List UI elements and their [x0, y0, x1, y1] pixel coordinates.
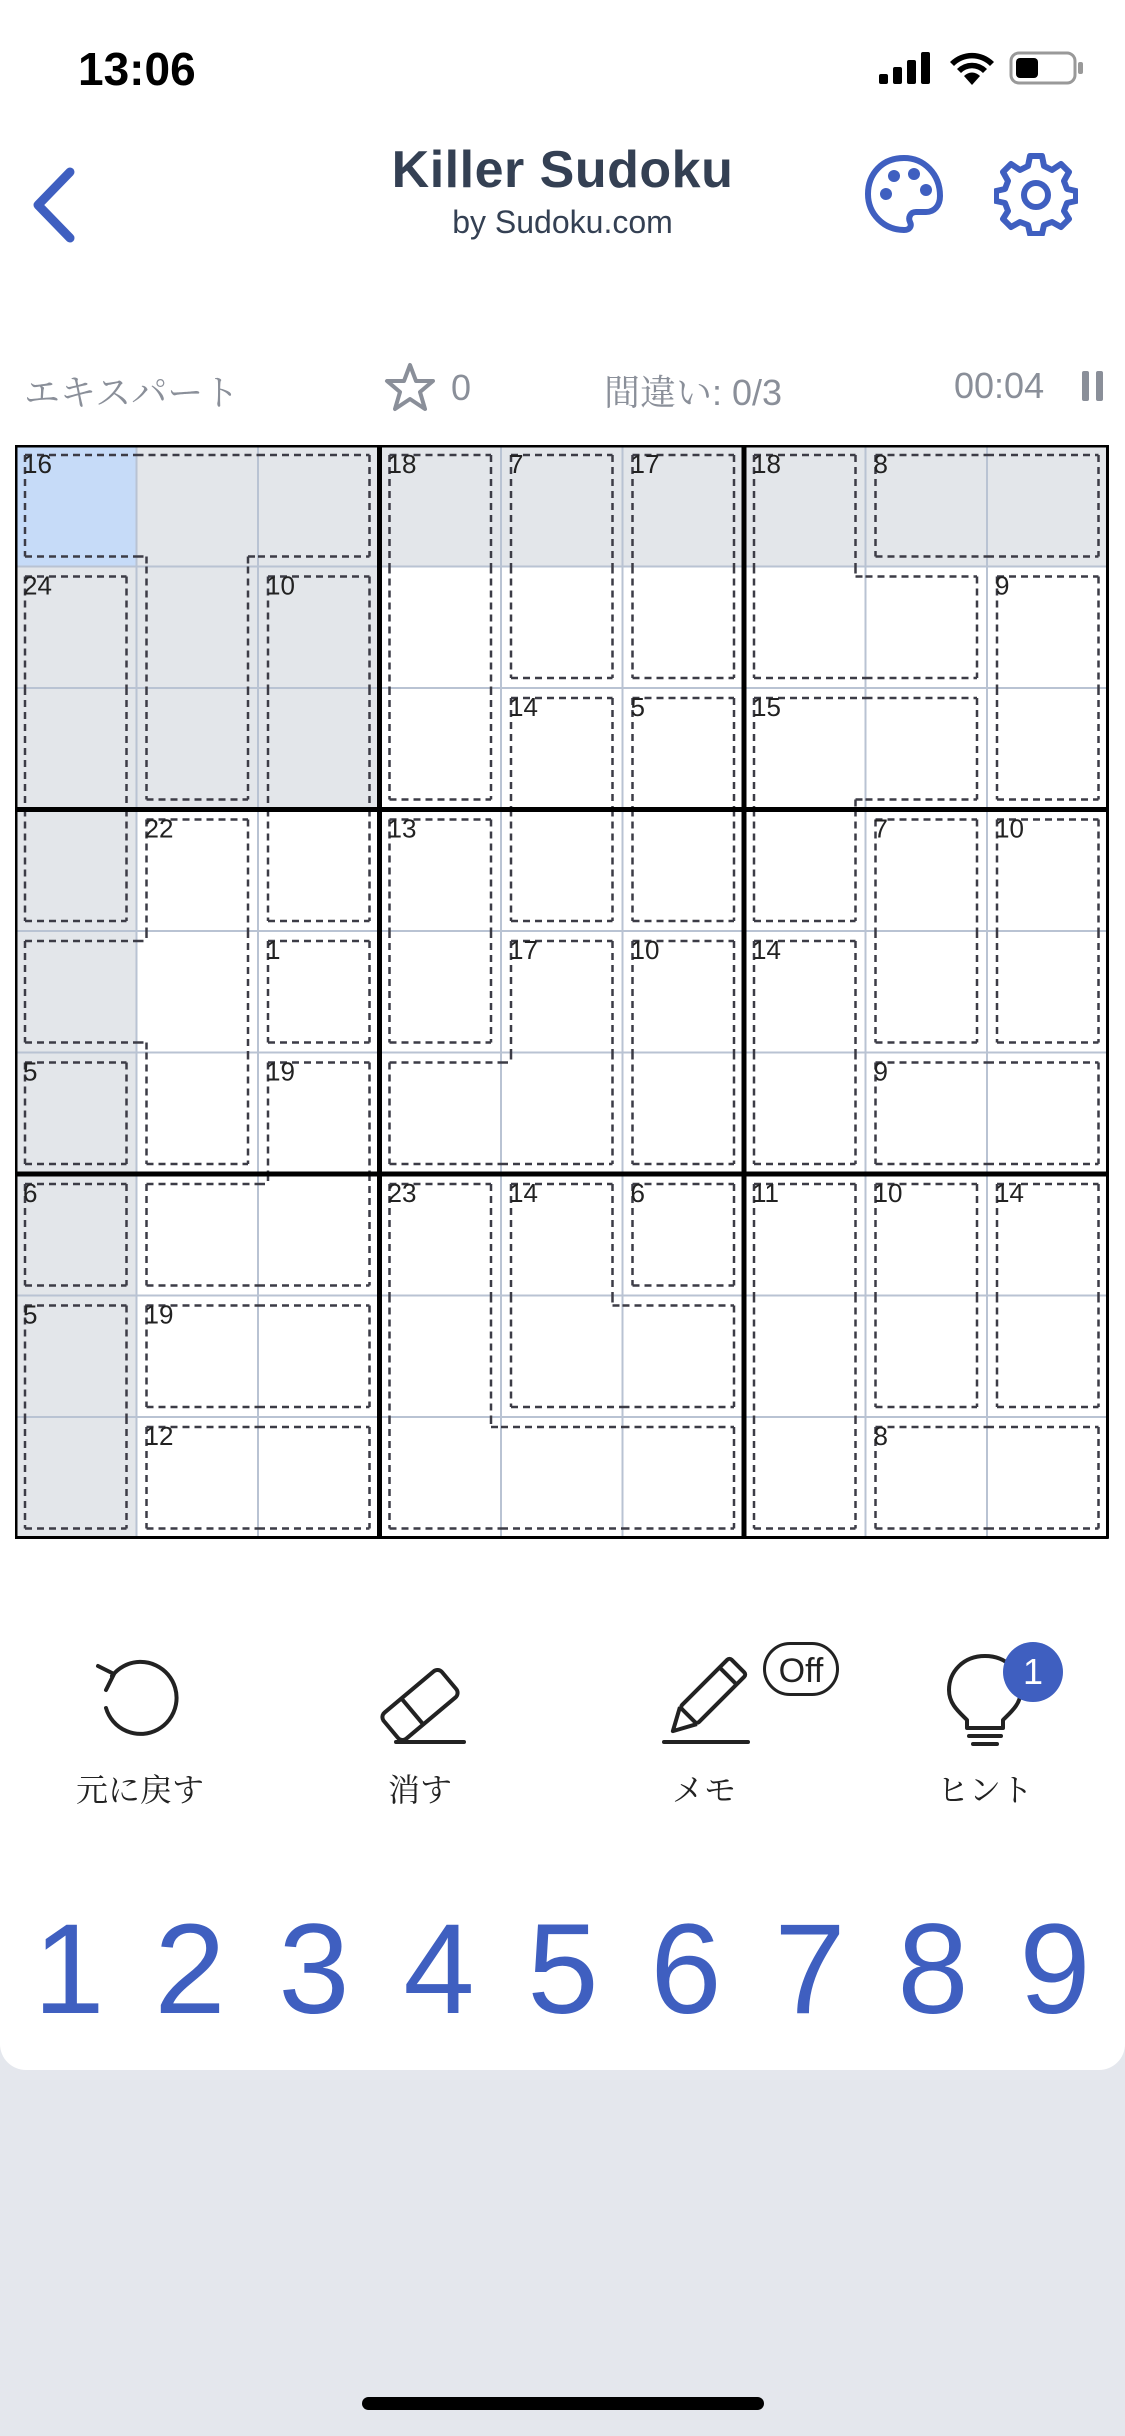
game-info-bar [0, 355, 1125, 425]
cage-sum-label: 10 [630, 935, 660, 965]
cage-sum-label: 11 [752, 1178, 779, 1208]
star-icon [383, 361, 437, 415]
cage-sum-label: 8 [873, 1421, 888, 1451]
board-cell[interactable] [15, 810, 137, 932]
app-title: Killer Sudoku [391, 141, 734, 199]
cage-sum-label: 10 [873, 1178, 903, 1208]
status-bar [0, 0, 1125, 130]
board-cell[interactable] [623, 1417, 745, 1539]
board-cell[interactable] [623, 1296, 745, 1418]
board-cell[interactable] [380, 1417, 502, 1539]
cellular-signal-icon [879, 52, 935, 84]
board-cell[interactable] [501, 567, 623, 689]
cage-sum-label: 18 [752, 449, 781, 479]
board-cell[interactable] [380, 931, 502, 1053]
cage-sum-label: 6 [630, 1178, 645, 1208]
board-cell[interactable] [866, 688, 988, 810]
cage-sum-label: 5 [630, 692, 645, 722]
status-icons [879, 50, 1085, 86]
cage-sum-label: 22 [144, 813, 174, 844]
board-cell[interactable] [866, 567, 988, 689]
cage-sum-label: 6 [23, 1178, 38, 1208]
board-cell[interactable] [623, 1053, 745, 1175]
board-cell[interactable] [258, 810, 380, 932]
board-cell[interactable] [744, 1296, 866, 1418]
board-cell[interactable] [258, 1296, 380, 1418]
number-key-3[interactable]: 3 [278, 1898, 350, 2041]
cage-sum-label: 10 [266, 570, 295, 601]
board-cell[interactable] [987, 931, 1109, 1053]
status-time: 13:06 [78, 43, 196, 95]
sudoku-board[interactable] [15, 445, 1109, 1539]
board-cell[interactable] [744, 567, 866, 689]
board-cell[interactable] [137, 931, 259, 1053]
board-cell[interactable] [987, 445, 1109, 567]
cage-sum-label: 12 [144, 1421, 174, 1451]
number-key-4[interactable]: 4 [403, 1898, 475, 2041]
cage-sum-label: 14 [509, 692, 538, 722]
number-key-1[interactable]: 1 [33, 1898, 105, 2041]
number-key-7[interactable]: 7 [774, 1898, 846, 2041]
board-cell[interactable] [501, 1417, 623, 1539]
cage-sum-label: 13 [387, 813, 417, 844]
cage-sum-label: 15 [752, 692, 781, 722]
undo-label: 元に戻す [75, 1772, 204, 1808]
cage-sum-label: 24 [23, 570, 52, 601]
cage-sum-label: 23 [387, 1178, 417, 1208]
cage-sum-label: 17 [509, 935, 538, 965]
erase-button[interactable] [320, 1630, 520, 1830]
board-cell[interactable] [501, 1296, 623, 1418]
cage-sum-label: 16 [23, 449, 52, 479]
board-cell[interactable] [258, 1174, 380, 1296]
board-cell[interactable] [744, 1417, 866, 1539]
number-pad [0, 1900, 1125, 2040]
board-cell[interactable] [380, 1296, 502, 1418]
hint-label: ヒント [936, 1772, 1033, 1808]
undo-button[interactable] [40, 1630, 240, 1830]
cage-sum-label: 19 [266, 1056, 295, 1087]
board-cell[interactable] [744, 1053, 866, 1175]
board-cell[interactable] [501, 810, 623, 932]
number-key-6[interactable]: 6 [650, 1898, 722, 2041]
number-key-2[interactable]: 2 [154, 1898, 226, 2041]
cage-sum-label: 18 [387, 449, 417, 479]
board-cell[interactable] [380, 1053, 502, 1175]
board-cell[interactable] [137, 688, 259, 810]
app-subtitle: by Sudoku.com [452, 204, 673, 240]
mistakes-counter: 間違い: 0/3 [604, 372, 783, 413]
cage-sum-label: 14 [509, 1178, 538, 1208]
board-cell[interactable] [137, 1174, 259, 1296]
cage-sum-label: 17 [630, 449, 660, 479]
board-cell[interactable] [137, 1053, 259, 1175]
board-cell[interactable] [380, 567, 502, 689]
memo-toggle-badge[interactable]: Off [763, 1642, 839, 1696]
score-display [383, 361, 471, 415]
cage-sum-label: 7 [509, 449, 524, 479]
board-cell[interactable] [380, 688, 502, 810]
cage-sum-label: 9 [873, 1056, 888, 1087]
board-cell[interactable] [987, 1296, 1109, 1418]
board-cell[interactable] [987, 688, 1109, 810]
cage-sum-label: 1 [266, 935, 281, 965]
cage-sum-label: 5 [23, 1056, 38, 1087]
palette-icon[interactable] [862, 152, 946, 236]
cage-sum-label: 14 [995, 1178, 1024, 1208]
cage-sum-label: 7 [873, 813, 888, 844]
app-header [0, 130, 1125, 280]
board-cell[interactable] [137, 567, 259, 689]
board-cell[interactable] [137, 445, 259, 567]
cage-sum-label: 19 [144, 1299, 174, 1330]
board-cell[interactable] [866, 931, 988, 1053]
cage-sum-label: 5 [23, 1299, 38, 1330]
board-cell[interactable] [987, 1417, 1109, 1539]
erase-label: 消す [387, 1772, 452, 1808]
number-key-5[interactable]: 5 [527, 1898, 599, 2041]
score-value: 0 [451, 367, 472, 408]
number-key-9[interactable]: 9 [1019, 1898, 1091, 2041]
number-key-8[interactable]: 8 [897, 1898, 969, 2041]
board-cell[interactable] [623, 810, 745, 932]
eraser-icon [370, 1650, 470, 1750]
board-cell[interactable] [623, 567, 745, 689]
board-cell[interactable] [987, 1053, 1109, 1175]
board-cell[interactable] [15, 688, 137, 810]
board-cell[interactable] [866, 1296, 988, 1418]
board-cell[interactable] [258, 1417, 380, 1539]
board-cell[interactable] [15, 1417, 137, 1539]
board-cell[interactable] [258, 445, 380, 567]
cage-sum-label: 9 [995, 570, 1010, 601]
undo-icon [90, 1650, 190, 1750]
battery-icon [1009, 50, 1085, 86]
pencil-icon [654, 1650, 754, 1750]
difficulty-label: エキスパート [24, 372, 240, 413]
hint-count-badge: 1 [1003, 1642, 1063, 1702]
wifi-icon [949, 51, 995, 85]
board-cell[interactable] [258, 688, 380, 810]
memo-label: メモ [671, 1772, 736, 1808]
timer: 00:04 [954, 365, 1045, 406]
board-cell[interactable] [501, 1053, 623, 1175]
pause-icon[interactable] [1082, 371, 1104, 403]
cage-sum-label: 10 [995, 813, 1024, 844]
home-indicator [362, 2397, 764, 2410]
cage-sum-label: 8 [873, 449, 888, 479]
cage-sum-label: 14 [752, 935, 781, 965]
gear-icon[interactable] [994, 152, 1078, 236]
board-cell[interactable] [744, 810, 866, 932]
board-cell[interactable] [15, 931, 137, 1053]
toolbar [0, 1630, 1125, 1830]
